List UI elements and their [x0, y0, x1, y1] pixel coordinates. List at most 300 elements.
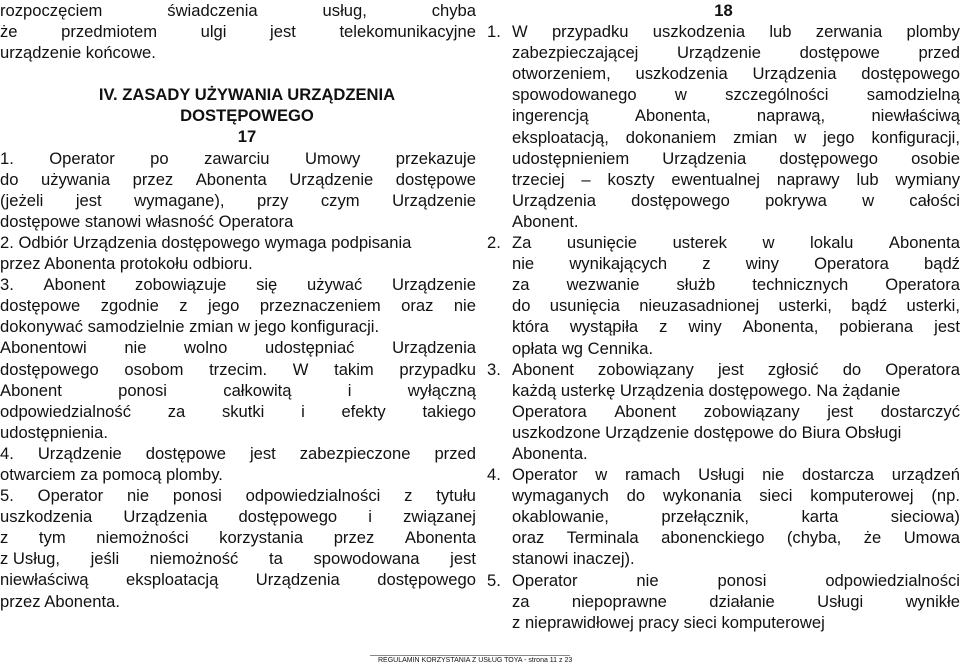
word: używania: [40, 169, 111, 189]
word: używać: [306, 275, 363, 295]
word: nie: [124, 338, 147, 358]
word: (jeżeli: [0, 190, 44, 210]
text-line: [0, 169, 476, 190]
word: oraz: [512, 528, 545, 548]
word: z: [702, 254, 711, 274]
word: nie: [512, 254, 535, 274]
word: Abonent: [0, 380, 62, 400]
word: usunięcie: [566, 233, 638, 253]
item-3: [0, 274, 476, 443]
word: spowodowana: [313, 549, 420, 569]
word: W: [512, 22, 528, 42]
right-column: [487, 0, 960, 633]
list-item: [487, 570, 960, 633]
item-number: 1.: [487, 22, 501, 42]
word: Abonent: [43, 275, 106, 295]
word: jest: [249, 443, 276, 463]
word: dostępowego: [0, 359, 99, 379]
word: Umowy: [304, 148, 361, 168]
word: przypadku: [399, 359, 476, 379]
word: zgłosić: [767, 359, 819, 379]
word: pobierana: [839, 317, 914, 337]
text-line: [0, 274, 476, 295]
word: która: [512, 317, 549, 337]
word: dostępowe: [395, 169, 476, 189]
word: abonenckiego: [661, 528, 765, 548]
word: ponosi: [172, 486, 222, 506]
word: nie: [636, 570, 659, 590]
word: Operatora: [814, 254, 889, 274]
word: ewentualnej: [671, 169, 760, 189]
text-line: [512, 84, 960, 105]
word: niewłaściwą: [0, 570, 89, 590]
word: Abonent: [512, 359, 574, 379]
text-line: [0, 401, 476, 422]
text-line: [512, 380, 960, 401]
word: Urządzenie: [392, 275, 476, 295]
text-line: [0, 443, 476, 464]
text-line: [0, 190, 476, 211]
word: czym: [320, 190, 360, 210]
text-line: [512, 42, 960, 63]
word: jest: [450, 549, 476, 569]
left-column: [0, 0, 476, 612]
word: Operator: [512, 570, 578, 590]
word: dostępowego: [779, 148, 878, 168]
word: Abonenta,: [634, 106, 711, 126]
text-line: [512, 232, 960, 253]
word: przez: [132, 169, 174, 189]
word: rozpoczęciem: [0, 1, 103, 20]
word: wymaganych: [512, 486, 609, 506]
word: 5.: [0, 486, 14, 506]
word: Urządzenia: [255, 570, 340, 590]
word: takiego: [422, 401, 476, 421]
word: usterki,: [906, 296, 960, 316]
word: i: [347, 380, 352, 400]
word: wymagane),: [134, 190, 225, 210]
text-line: [512, 253, 960, 274]
text-line: [0, 253, 476, 274]
word: usunięcia: [549, 296, 620, 316]
word: otworzeniem,: [512, 64, 611, 84]
word: przedmiotem: [61, 22, 158, 42]
word: odpowiedzialność: [0, 401, 131, 421]
word: wezwanie: [566, 275, 640, 295]
word: komputerowej: [810, 486, 914, 506]
text-line: [0, 232, 476, 253]
word: spowodowanego: [512, 85, 637, 105]
word: Urządzenia: [512, 190, 596, 210]
word: zobowiązany: [597, 359, 694, 379]
item-number: 4.: [487, 465, 501, 485]
word: Urządzenia: [752, 64, 837, 84]
word: eksploatacją,: [512, 127, 609, 147]
word: niewłaściwą: [871, 106, 960, 126]
word: plomby: [906, 22, 960, 42]
word: w: [674, 85, 687, 105]
text-line: [0, 295, 476, 316]
text-line: [512, 506, 960, 527]
word: Operatora: [885, 275, 960, 295]
text-line: [512, 548, 960, 569]
word: Operatora: [512, 401, 587, 421]
word: Urządzenie: [677, 43, 761, 63]
word: pracy: [638, 612, 679, 632]
text-line: [512, 63, 960, 84]
text-line: [0, 0, 476, 21]
word: efekty: [341, 401, 386, 421]
item-4: [0, 443, 476, 485]
text-line: [512, 612, 960, 633]
word: Abonenta: [888, 233, 960, 253]
word: zabezpieczającej: [512, 43, 639, 63]
word: 1.: [0, 148, 14, 168]
text-line: [0, 21, 476, 42]
word: jest: [827, 401, 854, 421]
list-item: [487, 464, 960, 569]
word: związanej: [403, 507, 476, 527]
word: uszkodzenia: [635, 64, 728, 84]
word: całości: [909, 190, 960, 210]
word: ingerencją: [512, 106, 589, 126]
paragraph-number: 17: [237, 127, 257, 147]
word: w: [762, 233, 775, 253]
word: skutki: [221, 401, 265, 421]
word: do: [0, 169, 19, 189]
word: z: [512, 612, 521, 632]
word: uszkodzone Urządzenie dostępowe do Biura Obsługi: [512, 422, 902, 442]
word: samodzielną: [866, 85, 960, 105]
word: zobowiązuje: [135, 275, 227, 295]
paragraph-number: 18: [714, 1, 733, 20]
word: Za: [512, 233, 532, 253]
word: z: [0, 528, 9, 548]
text-line: [0, 42, 476, 63]
word: dostępowego: [238, 507, 338, 527]
word: urządzenie końcowe.: [0, 43, 156, 63]
word: dostarcza: [802, 465, 874, 485]
word: przekazuje: [395, 148, 476, 168]
text-line: [512, 443, 960, 464]
word: i: [301, 401, 305, 421]
word: Operator: [512, 465, 578, 485]
word: przy: [257, 190, 289, 210]
word: tym: [38, 528, 66, 548]
word: karta: [801, 507, 839, 527]
word: że: [0, 22, 18, 42]
word: przypadku: [551, 22, 629, 42]
word: usterki,: [778, 296, 832, 316]
word: bądź: [851, 296, 888, 316]
word: ponosi: [118, 380, 167, 400]
word: jego: [823, 127, 855, 147]
word: uszkodzenia: [0, 507, 93, 527]
word: w: [595, 465, 608, 485]
word: chyba: [431, 1, 476, 20]
word: wykonania: [662, 486, 742, 506]
list-item: [487, 232, 960, 359]
word: wolno: [184, 338, 228, 358]
word: niepoprawne: [571, 591, 667, 611]
word: –: [581, 169, 591, 189]
word: zerwania: [815, 22, 883, 42]
word: opłata wg Cennika.: [512, 338, 654, 358]
word: jest: [934, 317, 960, 337]
word: winy: [745, 254, 779, 274]
word: 4.: [0, 443, 14, 463]
word: Usługi: [817, 591, 864, 611]
text-line: [512, 190, 960, 211]
section-title-line-1: IV. ZASADY UŻYWANIA URZĄDZENIA: [98, 85, 396, 105]
text-line: [0, 591, 476, 612]
word: otwarciem za pomocą plomby.: [0, 464, 223, 484]
word: świadczenia: [167, 1, 258, 20]
footer-divider: [370, 655, 570, 656]
word: dostępowe: [799, 43, 880, 63]
word: usterek: [672, 233, 727, 253]
word: że: [863, 528, 882, 548]
word: przeznaczeniem: [259, 296, 381, 316]
word: winy: [688, 317, 722, 337]
text-line: [0, 316, 476, 337]
word: Abonent.: [512, 211, 579, 231]
word: bądź: [924, 254, 960, 274]
word: (chyba,: [786, 528, 842, 548]
word: wystąpiła: [569, 317, 639, 337]
word: ramach: [625, 465, 681, 485]
word: dostępowe: [145, 443, 226, 463]
page-footer: REGULAMIN KORZYSTANIA Z USŁUG TOYA - strona 11 z 23: [378, 657, 573, 664]
word: dokonaniem: [625, 127, 717, 147]
word: tytułu: [436, 486, 476, 506]
word: do: [626, 486, 646, 506]
word: służb: [676, 275, 716, 295]
word: Urządzenie: [37, 443, 122, 463]
word: z: [179, 296, 188, 316]
text-line: [512, 105, 960, 126]
word: udostępnienia.: [0, 422, 108, 442]
word: udostępniać: [264, 338, 355, 358]
word: (np.: [931, 486, 960, 506]
word: jest: [75, 190, 102, 210]
word: niemożności: [96, 528, 189, 548]
text-line: [512, 316, 960, 337]
word: przed: [918, 43, 960, 63]
word: działanie: [709, 591, 775, 611]
word: w: [862, 190, 875, 210]
word: Abonenta: [404, 528, 476, 548]
text-line: [512, 485, 960, 506]
word: oraz: [401, 296, 434, 316]
word: sieciowa): [890, 507, 960, 527]
word: z: [404, 486, 413, 506]
word: stanowi inaczej).: [512, 549, 635, 569]
word: Abonenta.: [512, 443, 588, 463]
word: 3.: [0, 275, 14, 295]
word: przez: [333, 528, 375, 548]
word: każdą usterkę Urządzenia dostępowego. Na żądanie: [512, 380, 901, 400]
text-line: [512, 591, 960, 612]
item-2: [0, 232, 476, 274]
list-item: [487, 359, 960, 464]
word: 2. Odbiór Urządzenia dostępowego wymaga podpisania: [0, 232, 412, 252]
item-5: [0, 485, 476, 612]
word: całkowitą: [223, 380, 292, 400]
word: Operatora: [885, 359, 960, 379]
item-number: 5.: [487, 570, 501, 590]
word: nie: [453, 296, 476, 316]
word: z: [659, 317, 668, 337]
word: przez Abonenta.: [0, 591, 120, 611]
text-line: [0, 211, 476, 232]
word: wynikających: [569, 254, 668, 274]
right-items: [487, 21, 960, 633]
word: przez Abonenta protokołu odbioru.: [0, 254, 253, 274]
word: w: [794, 127, 807, 147]
word: Operator: [37, 486, 104, 506]
word: dokonywać samodzielnie zmian w jego konfiguracji.: [0, 317, 380, 337]
word: za: [512, 275, 530, 295]
word: jeśli: [90, 549, 120, 569]
word: Abonentowi: [0, 338, 87, 358]
text-line: [512, 169, 960, 190]
text-line: [0, 422, 476, 443]
word: zgodnie: [100, 296, 159, 316]
word: zabezpieczone: [299, 443, 411, 463]
text-line: [512, 21, 960, 42]
text-line: [512, 527, 960, 548]
word: nie: [762, 465, 785, 485]
word: za: [167, 401, 186, 421]
word: Operator: [49, 148, 115, 168]
word: Terminala: [566, 528, 639, 548]
word: uszkodzenia: [652, 22, 746, 42]
text-line: [0, 548, 476, 569]
word: eksploatacją: [126, 570, 219, 590]
text-line: [0, 569, 476, 590]
word: Abonenta: [195, 169, 267, 189]
text-line: [512, 359, 960, 380]
word: komputerowej: [721, 612, 825, 632]
text-line: [0, 527, 476, 548]
word: wymiany: [895, 169, 960, 189]
word: dostępowego: [861, 64, 960, 84]
word: nie: [126, 486, 150, 506]
word: telekomunikacyjne: [339, 22, 476, 42]
item-1: [0, 148, 476, 232]
word: z Usług,: [0, 549, 60, 569]
word: dostępowego: [631, 190, 730, 210]
word: wyłączną: [407, 380, 476, 400]
text-line: [512, 464, 960, 485]
section-title-line-2: DOSTĘPOWEGO: [180, 106, 314, 126]
word: trzeciej: [512, 169, 565, 189]
word: jest: [717, 359, 744, 379]
word: dostarczyć: [880, 401, 960, 421]
word: osobom: [124, 359, 184, 379]
word: Urządzenie: [289, 169, 374, 189]
word: Umowa: [903, 528, 960, 548]
word: Urządzenie: [392, 190, 476, 210]
text-line: [512, 422, 960, 443]
word: lub: [769, 22, 792, 42]
word: koszty: [607, 169, 655, 189]
word: Abonent: [614, 401, 677, 421]
word: za: [512, 591, 530, 611]
text-line: [512, 148, 960, 169]
word: okablowanie,: [512, 507, 609, 527]
word: i: [368, 507, 372, 527]
word: dostępowe: [0, 296, 81, 316]
word: Urządzenia: [123, 507, 208, 527]
word: sieci: [759, 486, 793, 506]
word: ulgi: [200, 22, 227, 42]
text-line: [512, 274, 960, 295]
word: korzystania: [219, 528, 304, 548]
word: ponosi: [717, 570, 767, 590]
word: Abonenta,: [742, 317, 819, 337]
word: zobowiązany: [703, 401, 800, 421]
text-line: [0, 380, 476, 401]
text-line: [512, 211, 960, 232]
text-line: [512, 401, 960, 422]
word: konfiguracji,: [871, 127, 960, 147]
word: lokalu: [810, 233, 854, 253]
word: lub: [856, 169, 879, 189]
word: usług,: [322, 1, 367, 20]
word: niemożność: [149, 549, 239, 569]
word: zawarciu: [204, 148, 270, 168]
text-line: [0, 359, 476, 380]
word: udostępnieniem: [512, 148, 630, 168]
word: Urządzenia: [662, 148, 747, 168]
word: zmian: [733, 127, 778, 147]
word: wynikłe: [905, 591, 960, 611]
word: technicznych: [752, 275, 849, 295]
item-number: 2.: [487, 233, 501, 253]
word: do: [512, 296, 531, 316]
word: nieprawidłowej: [524, 612, 634, 632]
word: odpowiedzialności: [825, 570, 960, 590]
item-number: 3.: [487, 359, 501, 379]
word: się: [256, 275, 278, 295]
text-line: [0, 464, 476, 485]
word: nieuzasadnionej: [639, 296, 760, 316]
word: szczególności: [725, 85, 829, 105]
word: przed: [434, 443, 476, 463]
word: przełącznik,: [661, 507, 749, 527]
list-item: [487, 21, 960, 232]
word: Urządzenia: [392, 338, 476, 358]
word: W: [292, 359, 309, 379]
text-line: [512, 295, 960, 316]
text-line: [512, 338, 960, 359]
word: pokrywa: [765, 190, 827, 210]
word: dostępowego: [377, 570, 476, 590]
word: takim: [334, 359, 374, 379]
word: odpowiedzialności: [245, 486, 381, 506]
word: naprawą,: [756, 106, 826, 126]
word: Usługi: [698, 465, 745, 485]
text-line: [0, 506, 476, 527]
word: naprawy: [776, 169, 840, 189]
word: jego: [208, 296, 240, 316]
text-line: [0, 337, 476, 358]
text-line: [512, 127, 960, 148]
word: osobie: [911, 148, 960, 168]
word: trzecim.: [209, 359, 268, 379]
